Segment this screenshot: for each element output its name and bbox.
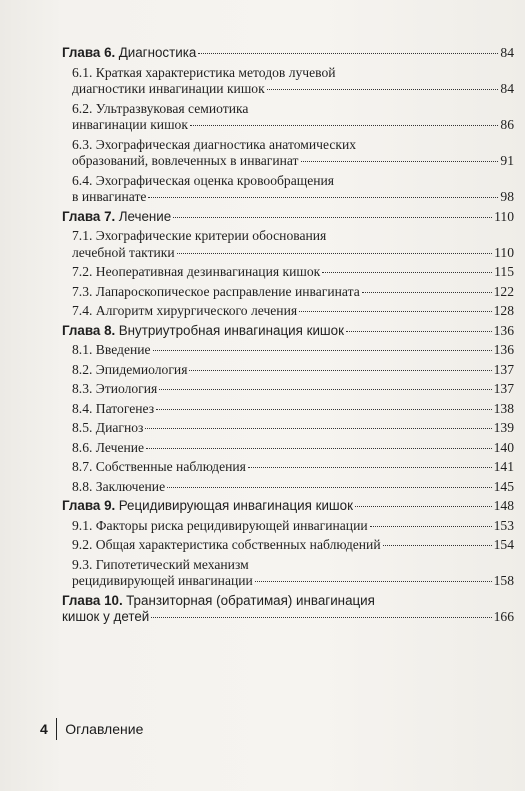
- dot-leader: [322, 272, 492, 273]
- section-title-first-line: [72, 557, 514, 574]
- toc-section-entry: [62, 362, 514, 379]
- page-ref: 91: [500, 153, 514, 168]
- section-title: Лечение: [95, 439, 145, 455]
- toc-section-entry: [62, 557, 514, 590]
- section-number: 8.5.: [72, 420, 93, 435]
- toc-leader-line: [72, 342, 514, 359]
- toc-section-entry: [62, 303, 514, 320]
- section-title-first-line: [72, 137, 514, 154]
- toc-section-entry: [62, 518, 514, 535]
- section-title: Диагноз: [95, 420, 144, 435]
- chapter-title: Рецидивирующая инвагинация кишок: [118, 498, 353, 513]
- section-number: 8.8.: [72, 478, 93, 494]
- toc-section-entry: [62, 65, 514, 98]
- page-ref: 110: [494, 208, 514, 224]
- page-ref: 110: [494, 244, 514, 260]
- section-number: 6.4.: [72, 172, 93, 188]
- running-title: Оглавление: [65, 721, 144, 737]
- toc-section-entry: [62, 101, 514, 134]
- dot-leader: [146, 448, 492, 449]
- toc-leader-line: [72, 117, 514, 134]
- toc-section-entry: [62, 479, 514, 496]
- dot-leader: [355, 506, 492, 507]
- toc-leader-line: [72, 245, 514, 262]
- page-ref: 84: [500, 45, 514, 60]
- toc-section-entry: [62, 264, 514, 281]
- dot-leader: [189, 370, 491, 371]
- dot-leader: [301, 161, 499, 162]
- page-ref: 166: [493, 609, 514, 624]
- toc-leader-line: [72, 284, 514, 301]
- dot-leader: [151, 617, 491, 618]
- toc-leader-line: [72, 440, 514, 457]
- chapter-label: Глава 7.: [62, 208, 116, 224]
- page-ref: 115: [494, 264, 514, 279]
- section-title: Заключение: [95, 478, 166, 494]
- section-title: Факторы риска рецидивирующей инвагинации: [95, 517, 368, 533]
- toc-chapter-entry: [62, 593, 514, 626]
- section-number: 8.4.: [72, 400, 93, 416]
- chapter-heading: [62, 593, 514, 610]
- section-number: 9.1.: [72, 517, 93, 533]
- dot-leader: [167, 487, 491, 488]
- section-title: Общая характеристика собственных наблюдений: [95, 537, 381, 552]
- toc-chapter-entry: [62, 323, 514, 340]
- section-title-continued: образований, вовлеченных в инвагинат: [72, 153, 299, 168]
- chapter-label: Глава 9.: [62, 498, 116, 513]
- section-title-first-line: [72, 173, 514, 190]
- page-ref: 154: [493, 537, 514, 552]
- toc-leader-line: [62, 498, 514, 515]
- dot-leader: [173, 217, 492, 218]
- section-title: Патогенез: [95, 400, 155, 416]
- toc-leader-line: [72, 264, 514, 281]
- section-title: Лапароскопическое расправление инвагината: [95, 283, 360, 299]
- dot-leader: [370, 526, 492, 527]
- section-number: 8.6.: [72, 439, 93, 455]
- section-title: Этиология: [95, 381, 158, 396]
- toc-leader-line: [72, 537, 514, 554]
- page-number: 4: [40, 721, 48, 737]
- toc-leader-line: [72, 153, 514, 170]
- section-number: 7.4.: [72, 303, 93, 318]
- toc-section-entry: [62, 401, 514, 418]
- toc-chapter-entry: [62, 209, 514, 226]
- toc-leader-line: [62, 609, 514, 626]
- section-number: 6.2.: [72, 100, 93, 116]
- page-footer: [40, 718, 143, 740]
- page-ref: 136: [493, 342, 514, 357]
- section-title-continued: диагностики инвагинации кишок: [72, 81, 265, 96]
- dot-leader: [362, 292, 492, 293]
- toc-leader-line: [62, 323, 514, 340]
- dot-leader: [383, 545, 492, 546]
- section-number: 8.2.: [72, 361, 93, 377]
- section-number: 8.7.: [72, 459, 93, 474]
- toc-section-entry: [62, 342, 514, 359]
- page-ref: 158: [493, 573, 514, 588]
- dot-leader: [248, 467, 492, 468]
- section-title-first-line: [72, 101, 514, 118]
- section-title: Краткая характеристика методов лучевой: [95, 64, 336, 80]
- chapter-title-continued: кишок у детей: [62, 609, 150, 624]
- section-number: 7.3.: [72, 283, 93, 299]
- chapter-label: Глава 6.: [62, 45, 116, 60]
- dot-leader: [299, 311, 491, 312]
- toc-leader-line: [72, 573, 514, 590]
- section-title: Алгоритм хирургического лечения: [95, 303, 298, 318]
- section-title: Гипотетический механизм: [95, 556, 249, 572]
- dot-leader: [148, 197, 498, 198]
- dot-leader: [145, 428, 491, 429]
- section-number: 6.1.: [72, 64, 93, 80]
- toc-section-entry: [62, 173, 514, 206]
- chapter-title: Лечение: [118, 208, 172, 224]
- dot-leader: [177, 253, 492, 254]
- toc-chapter-entry: [62, 45, 514, 62]
- section-number: 7.1.: [72, 228, 93, 243]
- page-ref: 148: [493, 498, 514, 513]
- toc-leader-line: [72, 381, 514, 398]
- page-ref: 140: [493, 439, 514, 455]
- toc-leader-line: [62, 45, 514, 62]
- page-ref: 136: [493, 322, 514, 338]
- dot-leader: [346, 331, 492, 332]
- page-ref: 141: [493, 459, 514, 474]
- dot-leader: [267, 89, 499, 90]
- page-ref: 122: [493, 283, 514, 299]
- dot-leader: [156, 409, 491, 410]
- section-title-continued: лечебной тактики: [72, 244, 175, 260]
- footer-divider: [56, 718, 58, 740]
- toc-section-entry: [62, 137, 514, 170]
- section-title: Ультразвуковая семиотика: [95, 100, 249, 116]
- toc-chapter-entry: [62, 498, 514, 515]
- page-ref: 137: [493, 361, 514, 377]
- section-number: 6.3.: [72, 136, 93, 152]
- section-title-first-line: [72, 65, 514, 82]
- toc-leader-line: [72, 81, 514, 98]
- toc-section-entry: [62, 284, 514, 301]
- page-ref: 153: [493, 517, 514, 533]
- section-number: 8.1.: [72, 342, 93, 357]
- dot-leader: [159, 389, 491, 390]
- section-title-continued: в инвагинате: [72, 189, 147, 204]
- toc-leader-line: [72, 459, 514, 476]
- section-title: Введение: [95, 342, 151, 357]
- section-number: 9.3.: [72, 556, 93, 572]
- page-ref: 86: [500, 117, 514, 132]
- chapter-title: Транзиторная (обратимая) инвагинация: [126, 592, 375, 608]
- section-title-continued: инвагинации кишок: [72, 117, 188, 132]
- toc-leader-line: [72, 362, 514, 379]
- section-title-continued: рецидивирующей инвагинации: [72, 573, 253, 588]
- page-ref: 98: [500, 189, 514, 204]
- section-title: Собственные наблюдения: [95, 459, 246, 474]
- section-title: Эхографическая оценка кровообращения: [95, 172, 335, 188]
- chapter-label: Глава 8.: [62, 322, 116, 338]
- toc-leader-line: [72, 303, 514, 320]
- chapter-label: Глава 10.: [62, 592, 123, 608]
- page-ref: 84: [500, 81, 514, 96]
- toc-leader-line: [72, 189, 514, 206]
- chapter-title: Диагностика: [118, 45, 197, 60]
- section-title-first-line: [72, 228, 514, 245]
- page-ref: 138: [493, 400, 514, 416]
- table-of-contents: [62, 42, 514, 626]
- section-number: 7.2.: [72, 264, 93, 279]
- dot-leader: [153, 350, 492, 351]
- toc-section-entry: [62, 420, 514, 437]
- section-title: Эхографические критерии обоснования: [95, 228, 327, 243]
- dot-leader: [190, 125, 498, 126]
- chapter-title: Внутриутробная инвагинация кишок: [118, 322, 344, 338]
- toc-section-entry: [62, 228, 514, 261]
- toc-leader-line: [72, 518, 514, 535]
- dot-leader: [255, 581, 492, 582]
- toc-leader-line: [72, 401, 514, 418]
- page-ref: 137: [493, 381, 514, 396]
- page-ref: 128: [493, 303, 514, 318]
- page-ref: 139: [493, 420, 514, 435]
- toc-leader-line: [72, 420, 514, 437]
- page-ref: 145: [493, 478, 514, 494]
- section-number: 8.3.: [72, 381, 93, 396]
- toc-section-entry: [62, 459, 514, 476]
- toc-leader-line: [72, 479, 514, 496]
- section-number: 9.2.: [72, 537, 93, 552]
- section-title: Неоперативная дезинвагинация кишок: [95, 264, 321, 279]
- section-title: Эхографическая диагностика анатомических: [95, 136, 357, 152]
- toc-leader-line: [62, 209, 514, 226]
- toc-section-entry: [62, 537, 514, 554]
- toc-section-entry: [62, 381, 514, 398]
- toc-section-entry: [62, 440, 514, 457]
- section-title: Эпидемиология: [95, 361, 188, 377]
- dot-leader: [198, 53, 498, 54]
